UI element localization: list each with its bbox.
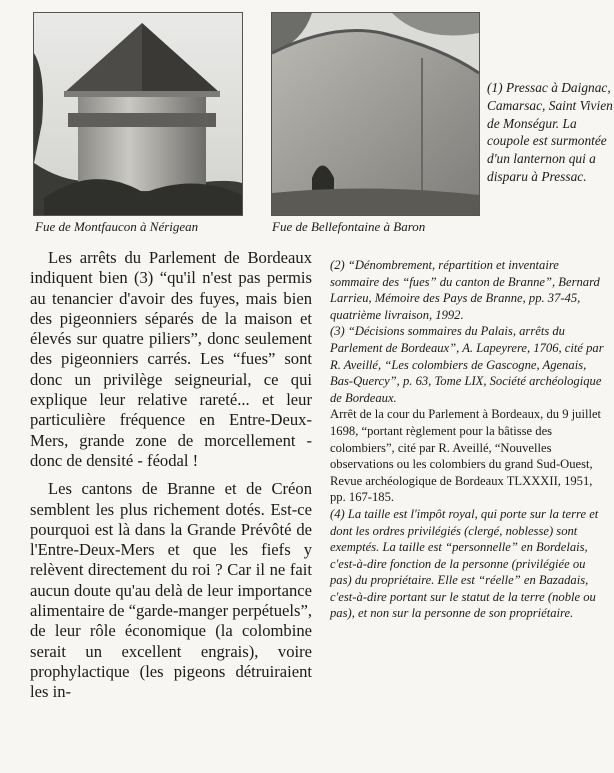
footnote-3: (3) “Décisions sommaires du Palais, arrêts du Parlement de Bordeaux”, A. Lapeyrere, 1706, cité par R. Aveillé, “Les colombiers de Gascogne, Agenais, Bas-Quercy”, p. 63, Tome LIX, Société archéologique de Bordeaux. [330, 324, 604, 405]
caption-left-photo: Fue de Montfaucon à Nérigean [35, 219, 199, 234]
main-paragraph: Les arrêts du Parlement de Bordeaux indiquent bien (3) “qu'il n'est pas permis au tenancier d'avoir des fuyes, mais bien des pigeonniers séparés de la maison et élevés sur quatre piliers”, donc seulement des pigeonniers carrés. Les “fues” sont donc un privilège seigneurial, ce qui explique leur relative rareté... et leur particulière fréquence en Entre-Deux-Mers, grande zone de morcellement - donc de densité - féodal ! [30, 248, 312, 470]
caption-right-photo: Fue de Bellefontaine à Baron [272, 219, 426, 234]
main-paragraph: Les cantons de Branne et de Créon semblent les plus richement dotés. Est-ce pourquoi est là dans la Grande Prévôté de l'Entre-Deux-Mers et que les fiefs y relèvent directement du roi ? Car il ne fait aucun doute qu'au delà de leur importance alimentaire de “garde-manger perpétuels”, de leur rôle économique (la colombine serait un excellent engrais), voire prophylactique (les pigeons détruiraient les in- [30, 479, 312, 702]
footnote-2: (2) “Dénombrement, répartition et inventaire sommaire des “fues” du canton de Branne”, Bernard Larrieu, Mémoire des Pays de Branne, pp. 37-45, quatrième livraison, 1992. [330, 258, 600, 322]
main-text-column [30, 248, 312, 711]
footnote-3-continued: Arrêt de la cour du Parlement à Bordeaux, du 9 juillet 1698, “portant règlement pour la bâtisse des colombiers”, cité par R. Aveillé, “Nouvelles observations ou les colombiers du grand Sud-Ouest, Revue archéologique de Bordeaux TLXXXII, 1951, pp. 167-185. [330, 407, 602, 505]
footnotes-column [330, 257, 610, 622]
photo-fue-bellefontaine [271, 12, 480, 216]
footnote-1: (1) Pressac à Daignac, Camarsac, Saint Vivien de Monségur. La coupole est surmontée d'un lanternon qui a disparu à Pressac. [487, 80, 613, 184]
photo-fue-montfaucon [33, 12, 243, 216]
footnote-4: (4) La taille est l'impôt royal, qui porte sur la terre et dont les ordres privilégiés (clergé, noblesse) sont exemptés. La taille est “personnelle” en Bordelais, c'est-à-dire fonction de la personne (privilégiée ou pas) du propriétaire. Elle est “réelle” en Bazadais, c'est-à-dire portant sur le statut de la terre (noble ou pas), et non sur la personne de son propriétaire. [330, 506, 599, 621]
